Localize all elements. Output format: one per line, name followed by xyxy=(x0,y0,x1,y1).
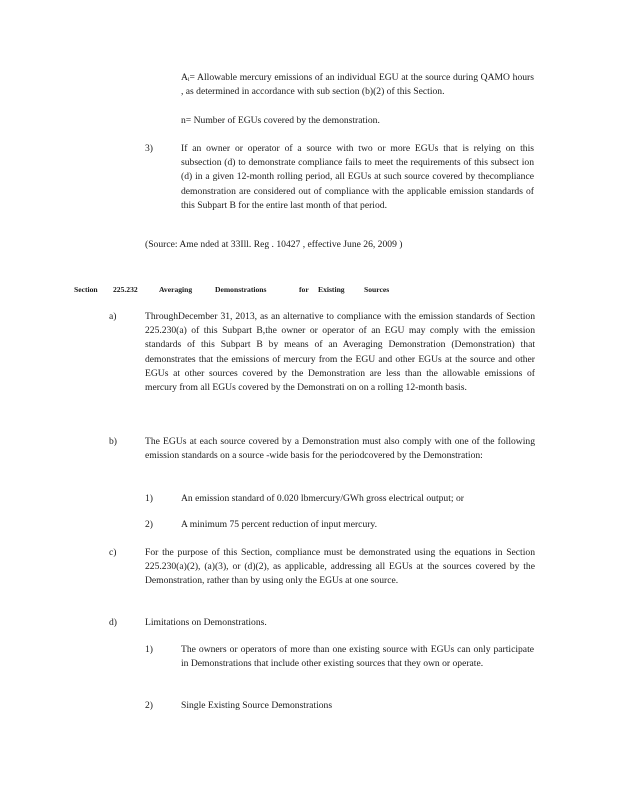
item-b-2-text: A minimum 75 percent reduction of input mercury. xyxy=(181,519,378,530)
section-title-word-1: Averaging xyxy=(159,285,193,294)
item-b-text: The EGUs at each source covered by a Demonstration must also comply with one of the following emission standards on a source -wide basis for the periodcovered by the Demonstration: xyxy=(145,436,535,462)
source-note: (Source: Ame nded at 33Ill. Reg . 10427 , effective June 26, 2009 ) xyxy=(145,239,403,250)
item-b-number: b) xyxy=(109,436,117,447)
item-d-1-number: 1) xyxy=(145,644,153,655)
section-title-word-2: Demonstrations xyxy=(215,285,267,294)
section-number: 225.232 xyxy=(113,285,138,294)
item-d-text: Limitations on Demonstrations. xyxy=(145,617,267,628)
item-a-number: a) xyxy=(109,311,117,322)
item-b-1-number: 1) xyxy=(145,493,153,504)
item-c-number: c) xyxy=(109,547,117,558)
definition-ai: Aᵢ= Allowable mercury emissions of an individual EGU at the source during QAMO hours , as determined in accordance with sub section (b)(2) of this Section. xyxy=(181,72,534,98)
item-d-2-number: 2) xyxy=(145,700,153,711)
item-b-1-text: An emission standard of 0.020 lbmercury/GWh gross electrical output; or xyxy=(181,493,464,504)
section-label: Section xyxy=(74,285,98,294)
item-b-2-number: 2) xyxy=(145,519,153,530)
item-d-1-text: The owners or operators of more than one existing source with EGUs can only participate in Demonstrations that include other existing sources that they own or operate. xyxy=(181,644,534,670)
item-d-number: d) xyxy=(109,617,117,628)
item-d-2-text: Single Existing Source Demonstrations xyxy=(181,700,333,711)
item-3-text: If an owner or operator of a source with two or more EGUs that is relying on this subsection (d) to demonstrate compliance fails to meet the requirements of this subsect ion (d) in a given 12-month rolling period, all EGUs at such source covered by thecompliance demonstration are considered out of compliance with the applicable emission standards of this Subpart B for the entire last month of that period. xyxy=(181,143,534,211)
section-title-word-5: Sources xyxy=(364,285,390,294)
item-a-text: ThroughDecember 31, 2013, as an alternative to compliance with the emission standards of Section 225.230(a) of this Subpart B,the owner or operator of an EGU may comply with the emission standards of this Subpart B by means of an Averaging Demonstration (Demonstration) that demonstrates that the emissions of mercury from the EGU and other EGUs at the source and other EGUs at other sources covered by the Demonstration are less than the allowable emissions of mercury from all EGUs covered by the Demonstrati on on a rolling 12-month basis. xyxy=(145,311,535,394)
item-c-text: For the purpose of this Section, compliance must be demonstrated using the equations in Section 225.230(a)(2), (a)(3), or (d)(2), as applicable, addressing all EGUs at the sources covered by the Demonstration, rather than by using only the EGUs at one source. xyxy=(145,547,535,587)
definition-n: n= Number of EGUs covered by the demonstration. xyxy=(181,115,380,126)
item-3-number: 3) xyxy=(145,143,153,154)
section-heading xyxy=(0,283,618,297)
section-title-word-4: Existing xyxy=(318,285,345,294)
section-title-word-3: for xyxy=(299,285,309,294)
